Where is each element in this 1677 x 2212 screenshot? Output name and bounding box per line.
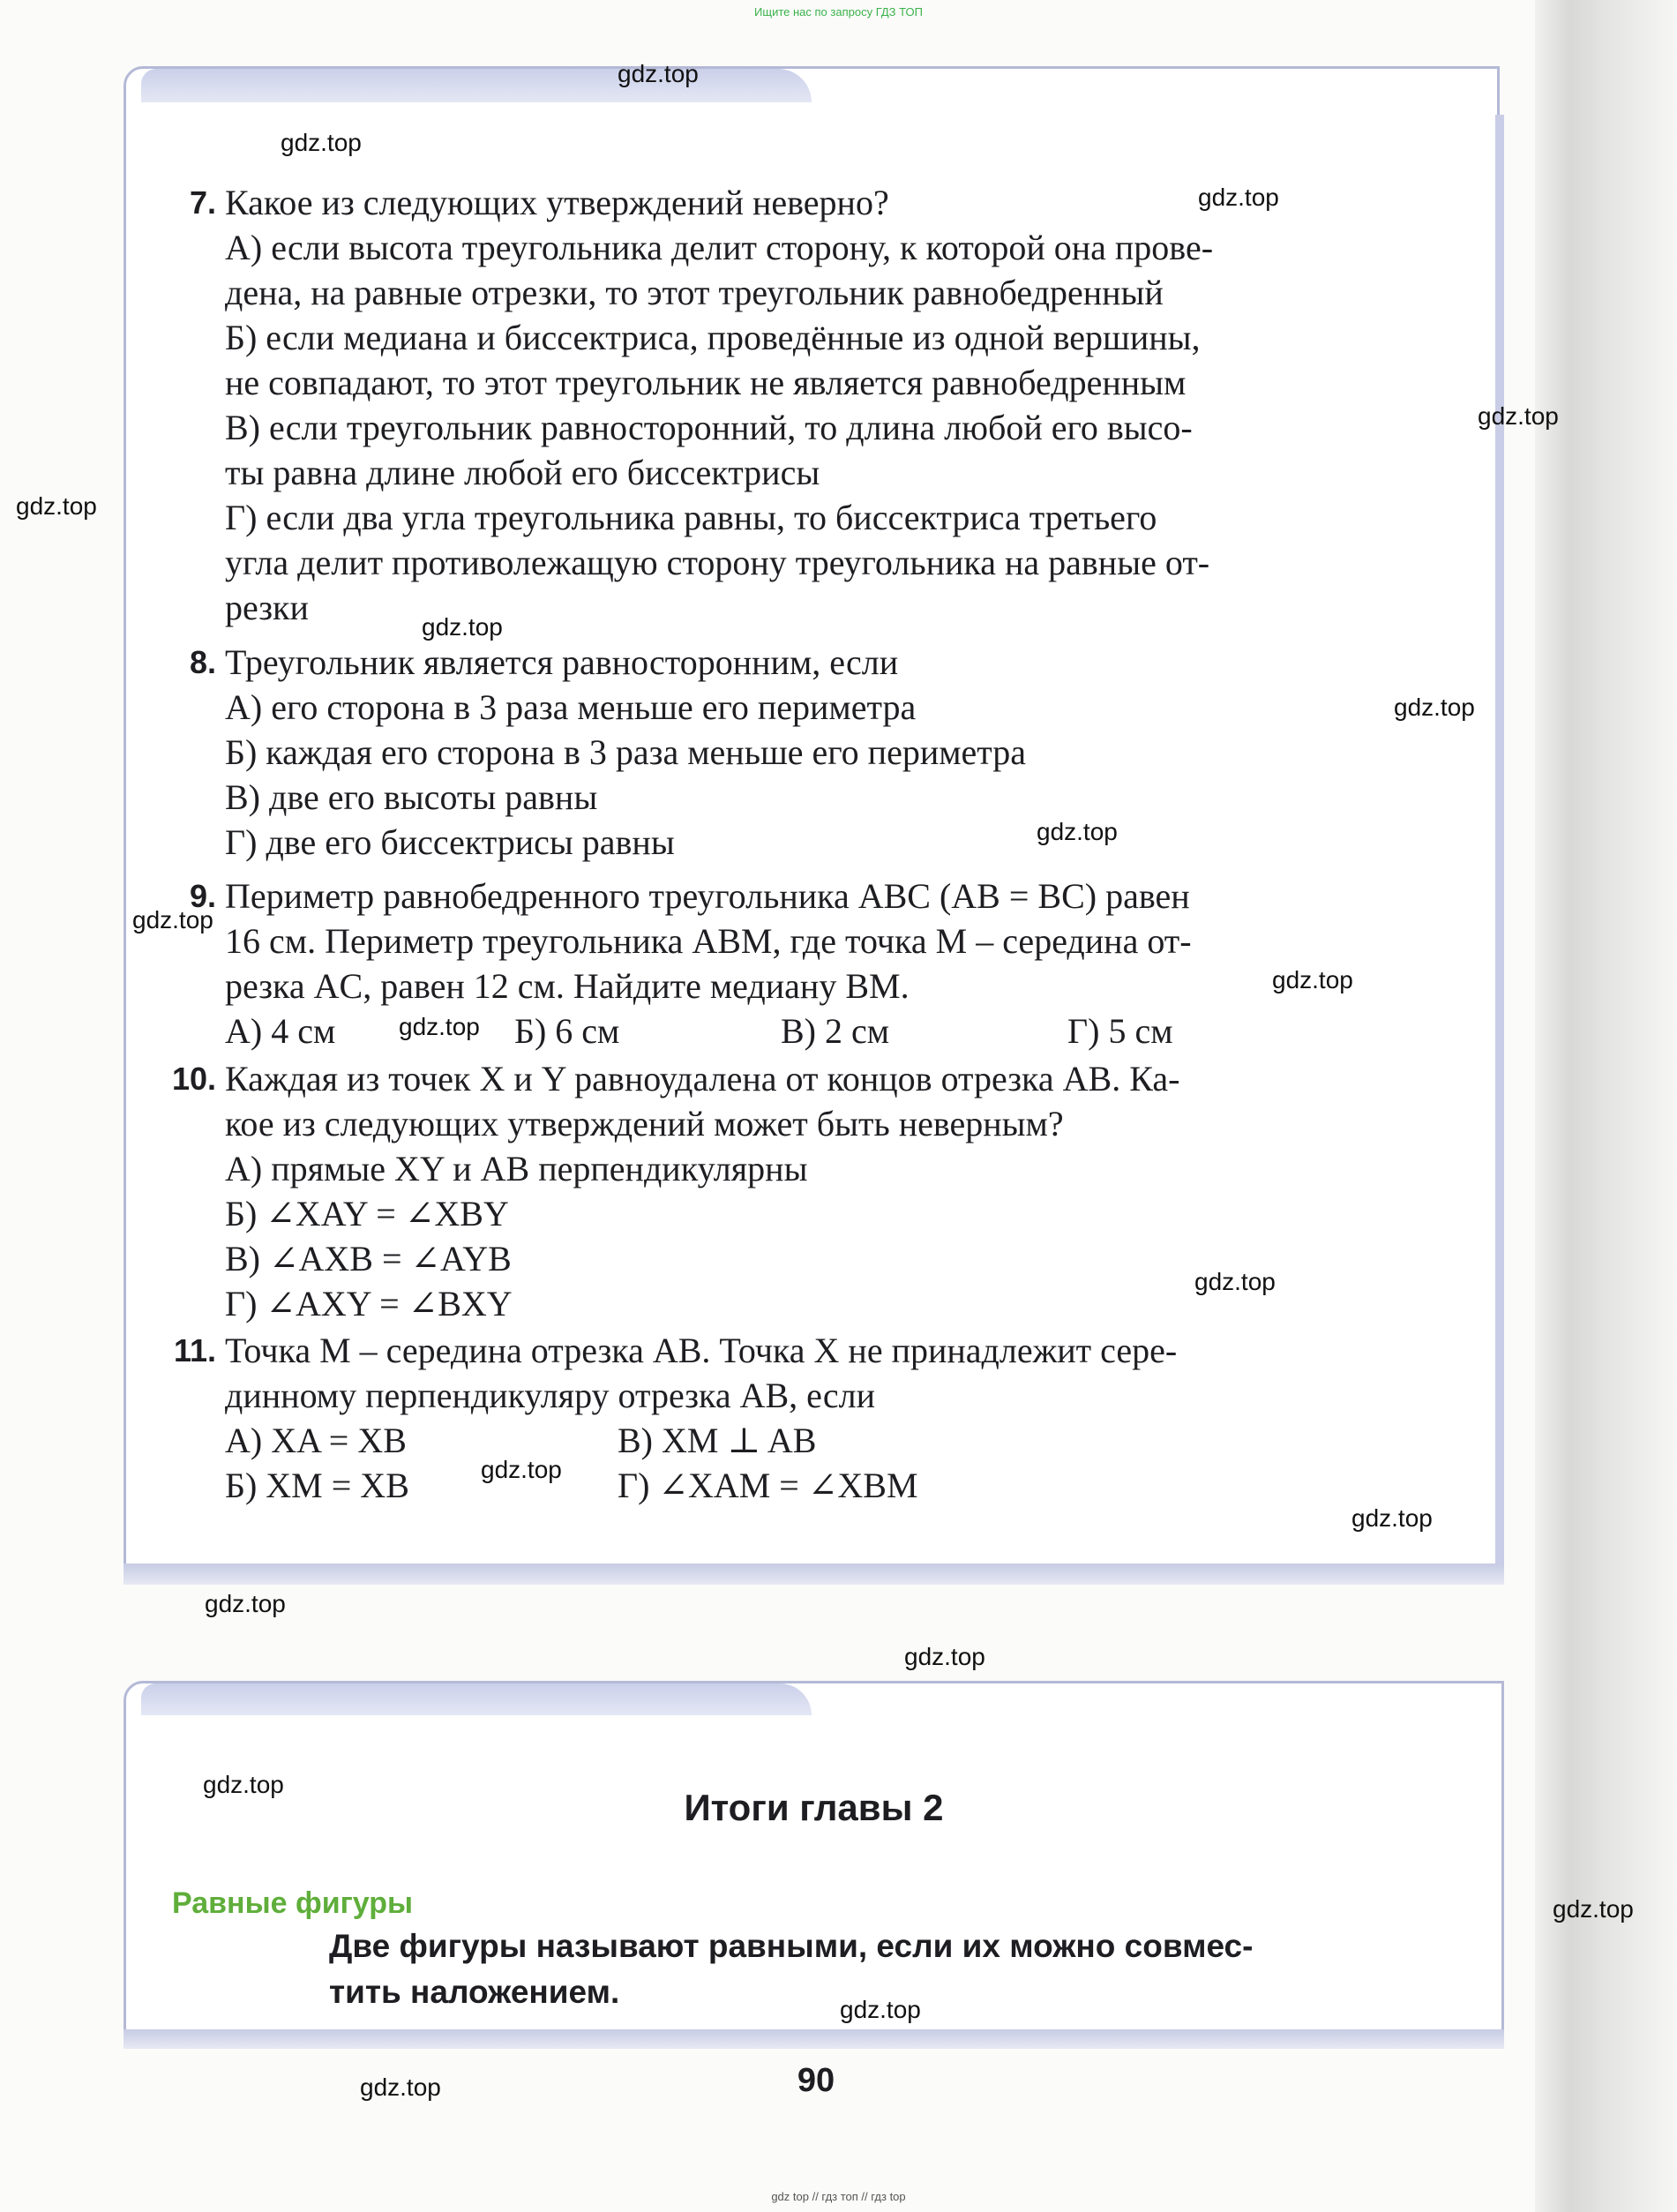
summary-panel-tab: [141, 1683, 812, 1715]
option-a: А) его сторона в 3 раза меньше его периметра: [225, 687, 917, 727]
option-d-line-1: Г) если два угла треугольника равны, то биссектриса третьего: [225, 498, 1157, 537]
summary-title: Итоги главы 2: [684, 1787, 944, 1828]
option-d: Г) ∠AXY = ∠BXY: [225, 1284, 513, 1323]
answer-c: В) 2 см: [781, 1011, 890, 1051]
question-number: 7.: [189, 184, 216, 221]
question-text-line-3: резка AC, равен 12 см. Найдите медиану BM.: [225, 966, 910, 1006]
option-b: Б) каждая его сторона в 3 раза меньше его периметра: [225, 732, 1027, 772]
answer-b: Б) 6 см: [514, 1011, 620, 1051]
option-b-line-1: Б) если медиана и биссектриса, проведённые из одной вершины,: [225, 318, 1201, 357]
watermark: gdz.top: [399, 1013, 480, 1040]
watermark: gdz.top: [203, 1771, 284, 1798]
watermark: gdz.top: [132, 906, 213, 934]
summary-text-line-2: тить наложением.: [329, 1974, 620, 2010]
watermark: gdz.top: [1394, 694, 1475, 721]
answer-a: А) 4 см: [225, 1011, 336, 1051]
watermark: gdz.top: [1198, 184, 1279, 211]
answer-a: А) XA = XB: [225, 1421, 407, 1460]
quiz-panel-tab: [141, 69, 812, 102]
question-11: [173, 1328, 1442, 1418]
summary-panel-bottom: [124, 2029, 1504, 2049]
option-d-line-2: угла делит противолежащую сторону треугольника на равные от-: [225, 543, 1210, 582]
watermark: gdz.top: [1037, 818, 1118, 845]
question-9: [189, 874, 1442, 1009]
question-number: 8.: [189, 644, 216, 680]
option-d: Г) две его биссектрисы равны: [225, 822, 675, 862]
question-text-line-1: Периметр равнобедренного треугольника ABC (AB = BC) равен: [225, 876, 1190, 916]
question-8: [189, 640, 1442, 865]
option-a-line-2: дена, на равные отрезки, то этот треугольник равнобедренный: [225, 273, 1164, 312]
watermark: gdz.top: [1272, 966, 1353, 994]
question-text: Треугольник является равносторонним, если: [225, 642, 899, 682]
watermark: gdz.top: [1194, 1268, 1276, 1295]
question-text-line-1: Каждая из точек X и Y равноудалена от концов отрезка AB. Ка-: [225, 1059, 1180, 1099]
summary-text-line-1: Две фигуры называют равными, если их можно совмес-: [329, 1928, 1254, 1964]
answer-b: Б) XM = XB: [225, 1466, 409, 1505]
answer-d: Г) ∠XAM = ∠XBM: [618, 1466, 918, 1505]
question-text-line-2: динному перпендикуляру отрезка AB, если: [225, 1376, 876, 1415]
question-number: 11.: [173, 1332, 216, 1368]
watermark: gdz.top: [618, 60, 699, 87]
question-number: 10.: [171, 1061, 216, 1097]
watermark: gdz.top: [1553, 1895, 1634, 1923]
page-number: 90: [797, 2062, 835, 2099]
watermark: gdz.top: [481, 1456, 562, 1483]
option-c-line-2: ты равна длине любой его биссектрисы: [225, 453, 820, 492]
option-c: В) две его высоты равны: [225, 777, 598, 817]
answer-c: В) XM ⊥ AB: [618, 1421, 817, 1460]
option-c-line-1: В) если треугольник равносторонний, то длина любой его высо-: [225, 408, 1193, 447]
question-text-line-2: кое из следующих утверждений может быть неверным?: [225, 1104, 1064, 1143]
watermark: gdz.top: [904, 1643, 985, 1670]
option-c: В) ∠AXB = ∠AYB: [225, 1239, 512, 1278]
header-note: Ищите нас по запросу ГДЗ ТОП: [754, 5, 923, 19]
option-b-line-2: не совпадают, то этот треугольник не является равнобедренным: [225, 363, 1187, 402]
watermark: gdz.top: [16, 492, 97, 520]
option-a: А) прямые XY и AB перпендикулярны: [225, 1149, 808, 1188]
question-text: Какое из следующих утверждений неверно?: [225, 183, 889, 222]
question-7: [189, 180, 1442, 630]
watermark: gdz.top: [840, 1996, 921, 2023]
watermark: gdz.top: [1351, 1504, 1433, 1532]
watermark: gdz.top: [205, 1590, 286, 1617]
question-text-line-1: Точка M – середина отрезка AB. Точка X не принадлежит сере-: [225, 1331, 1178, 1370]
option-a-line-1: А) если высота треугольника делит сторону, к которой она прове-: [225, 228, 1214, 267]
question-number: 9.: [189, 878, 216, 914]
watermark: gdz.top: [422, 613, 503, 641]
option-b: Б) ∠XAY = ∠XBY: [225, 1194, 509, 1233]
watermark: gdz.top: [1478, 402, 1559, 430]
quiz-panel-bottom: [124, 1563, 1504, 1585]
page-gutter-shadow: [1535, 0, 1677, 2212]
answer-d: Г) 5 см: [1067, 1011, 1173, 1051]
question-text-line-2: 16 см. Периметр треугольника ABM, где точка M – середина от-: [225, 921, 1192, 961]
watermark: gdz.top: [360, 2073, 441, 2101]
footer-note: gdz top // гдз топ // гдз top: [771, 2190, 906, 2203]
option-d-line-3: резки: [225, 588, 309, 627]
summary-heading: Равные фигуры: [172, 1886, 414, 1920]
watermark: gdz.top: [281, 129, 362, 156]
quiz-panel-edge: [1495, 115, 1504, 1571]
